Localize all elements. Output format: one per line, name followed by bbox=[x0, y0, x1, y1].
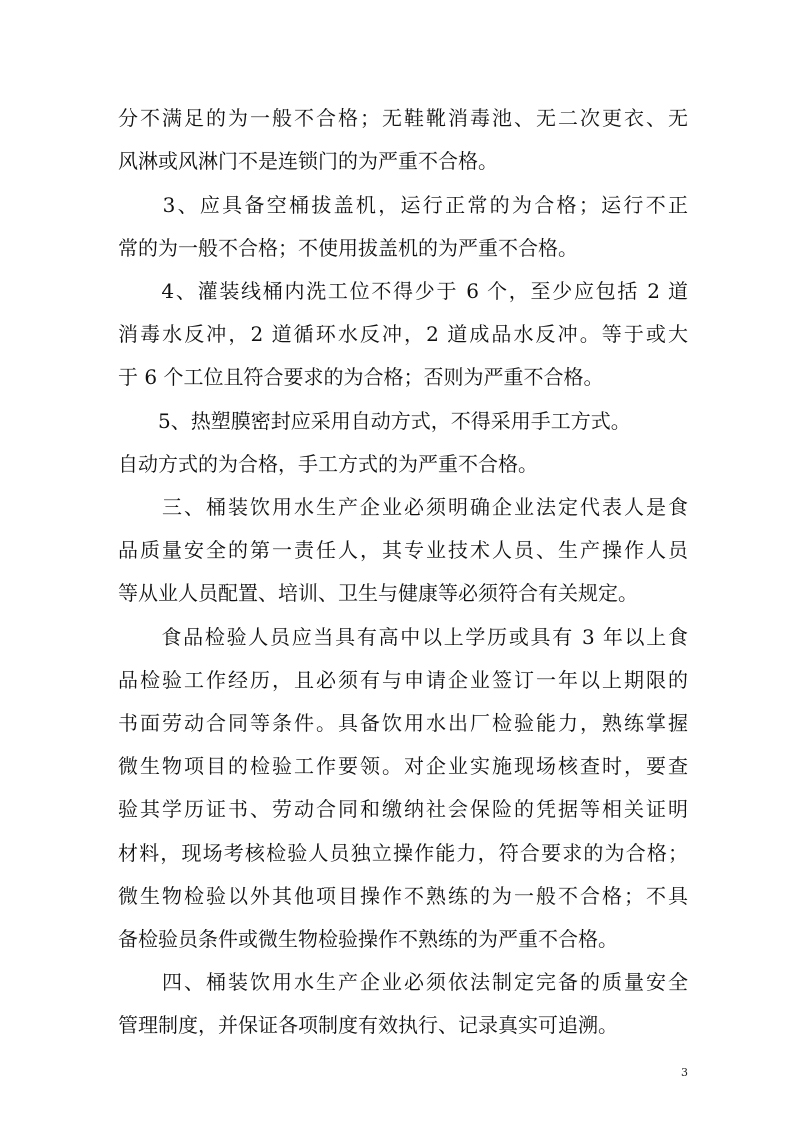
text-line: 验其学历证书、劳动合同和缴纳社会保险的凭据等相关证明 bbox=[118, 797, 688, 821]
text-line: 品检验工作经历，且必须有与申请企业签订一年以上期限的 bbox=[118, 668, 688, 692]
text-line: 自动方式的为合格，手工方式的为严重不合格。 bbox=[118, 452, 538, 476]
text-line: 微生物项目的检验工作要领。对企业实施现场核查时，要查 bbox=[118, 754, 688, 778]
text-line: 三、桶装饮用水生产企业必须明确企业法定代表人是食 bbox=[118, 495, 688, 519]
text-line: 等从业人员配置、培训、卫生与健康等必须符合有关规定。 bbox=[118, 581, 638, 605]
text-line: 材料，现场考核检验人员独立操作能力，符合要求的为合格； bbox=[118, 841, 688, 865]
text-line: 3、应具备空桶拔盖机，运行正常的为合格；运行不正 bbox=[118, 193, 688, 217]
text-line: 管理制度，并保证各项制度有效执行、记录真实可追溯。 bbox=[118, 1013, 618, 1037]
text-line: 消毒水反冲，2 道循环水反冲，2 道成品水反冲。等于或大 bbox=[118, 322, 688, 346]
text-line: 风淋或风淋门不是连锁门的为严重不合格。 bbox=[118, 149, 498, 173]
text-line: 于 6 个工位且符合要求的为合格；否则为严重不合格。 bbox=[118, 365, 604, 389]
text-line: 食品检验人员应当具有高中以上学历或具有 3 年以上食 bbox=[118, 625, 688, 649]
text-line: 5、热塑膜密封应采用自动方式，不得采用手工方式。 bbox=[118, 409, 631, 433]
text-line: 微生物检验以外其他项目操作不熟练的为一般不合格；不具 bbox=[118, 884, 688, 908]
text-line: 书面劳动合同等条件。具备饮用水出厂检验能力，熟练掌握 bbox=[118, 711, 688, 735]
text-line: 品质量安全的第一责任人，其专业技术人员、生产操作人员 bbox=[118, 538, 688, 562]
text-line: 备检验员条件或微生物检验操作不熟练的为严重不合格。 bbox=[118, 927, 618, 951]
text-line: 分不满足的为一般不合格；无鞋靴消毒池、无二次更衣、无 bbox=[118, 106, 688, 130]
page-number: 3 bbox=[681, 1066, 688, 1079]
text-line: 4、灌装线桶内洗工位不得少于 6 个，至少应包括 2 道 bbox=[118, 279, 688, 303]
text-line: 常的为一般不合格；不使用拔盖机的为严重不合格。 bbox=[118, 236, 578, 260]
text-line: 四、桶装饮用水生产企业必须依法制定完备的质量安全 bbox=[118, 970, 688, 994]
